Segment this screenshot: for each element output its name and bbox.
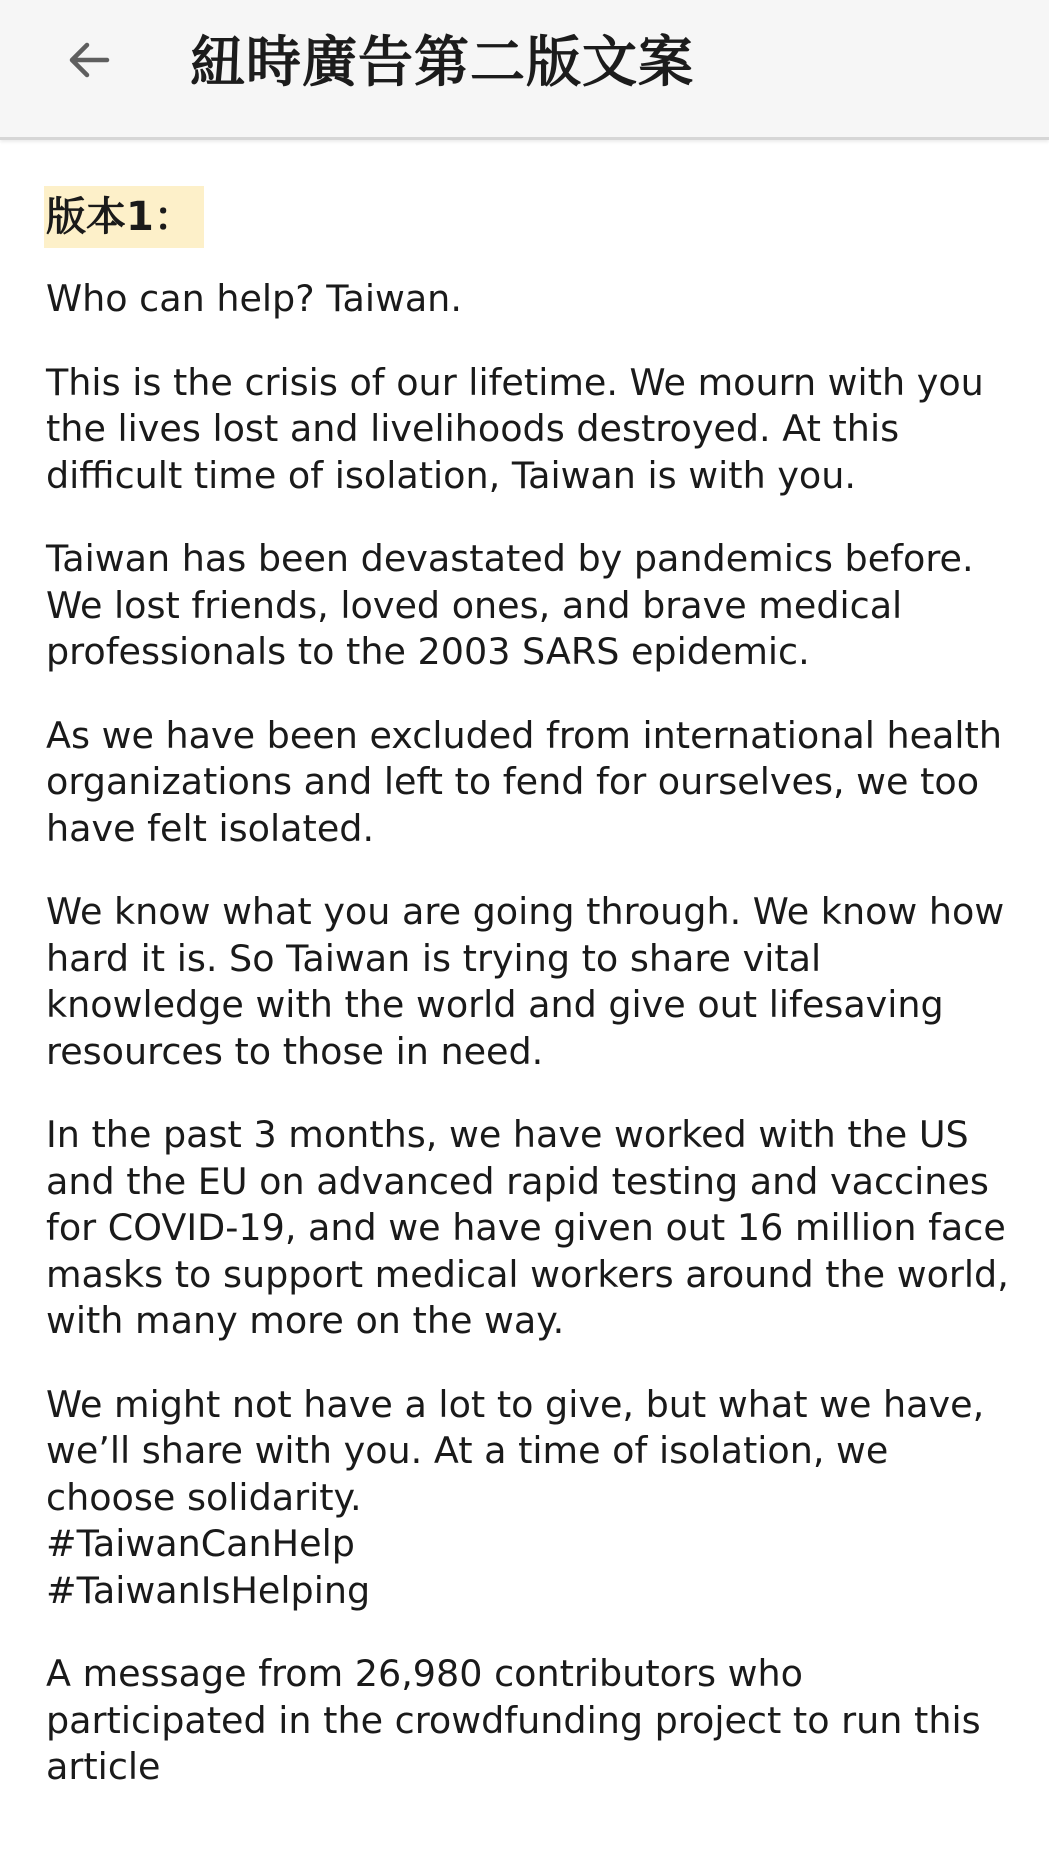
arrow-left-icon: [65, 36, 113, 84]
article-paragraph: We know what you are going through. We know how hard it is. So Taiwan is trying to share vital knowledge with the world and give out lifesaving resources to those in need.: [46, 890, 1005, 1073]
article-paragraph: As we have been excluded from international health organizations and left to fend for ourselves, we too have felt isolated.: [46, 713, 1003, 850]
article-paragraph: This is the crisis of our lifetime. We mourn with you the lives lost and livelihoods destroyed. At this difficult time of isolation, Taiwan is with you.: [46, 360, 984, 497]
article-paragraph: Taiwan has been devastated by pandemics before. We lost friends, loved ones, and brave medical professionals to the 2003 SARS epidemic.: [46, 537, 974, 673]
back-button[interactable]: [56, 24, 122, 96]
article-paragraph-headline: Who can help? Taiwan.: [46, 277, 462, 320]
article-paragraph-credit: A message from 26,980 contributors who participated in the crowdfunding project to run this article: [46, 1652, 981, 1788]
article-paragraph: In the past 3 months, we have worked with the US and the EU on advanced rapid testing and vaccines for COVID-19, and we have given out 16 million face masks to support medical workers around the world, with many more on the way.: [46, 1113, 1009, 1342]
article-content: [46, 186, 1014, 1791]
article-paragraph-hashtags: We might not have a lot to give, but what we have, we’ll share with you. At a time of isolation, we choose solidarity. #TaiwanCanHelp #TaiwanIsHelping: [46, 1382, 985, 1612]
version-label: 版本1：: [44, 186, 204, 248]
app-bar: [0, 0, 1049, 140]
page-title: 紐時廣告第二版文案: [190, 30, 695, 94]
